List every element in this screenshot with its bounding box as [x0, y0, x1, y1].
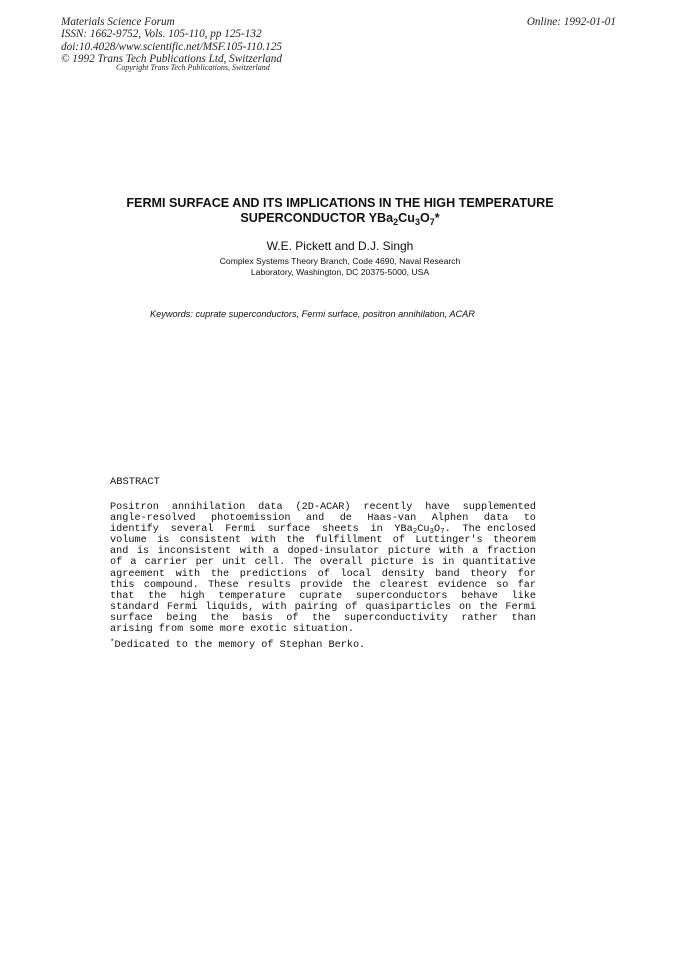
- abstract-word: theorem: [493, 535, 536, 547]
- abstract-word: with: [251, 535, 276, 547]
- abstract-word: exotic: [250, 624, 287, 636]
- abstract-line: [110, 502, 536, 513]
- abstract-word: temperature: [218, 590, 286, 602]
- abstract-line: [110, 546, 536, 557]
- online-date: Online: 1992-01-01: [526, 16, 616, 28]
- abstract-word: data: [483, 513, 509, 525]
- abstract-word: compound.: [143, 579, 199, 591]
- abstract-word: provide: [300, 579, 343, 591]
- abstract-word: of: [345, 601, 358, 613]
- copyright-line: © 1992 Trans Tech Publications Ltd, Switzerland: [61, 53, 282, 66]
- abstract-word: annihilation: [171, 502, 246, 513]
- abstract-word: basis: [242, 612, 273, 624]
- abstract-word: quantitative: [462, 557, 536, 569]
- abstract-word: high: [180, 590, 205, 602]
- abstract-word: (2D-ACAR): [295, 502, 351, 513]
- abstract-word: local: [340, 568, 372, 580]
- abstract-word: of: [317, 568, 330, 580]
- abstract-line: [110, 580, 536, 591]
- abstract-word: surface: [267, 524, 311, 536]
- abstract-word: behave: [461, 590, 498, 602]
- abstract-word: with: [175, 568, 201, 580]
- abstract-word: results: [247, 579, 291, 591]
- abstract-word: quasiparticles: [365, 601, 452, 613]
- journal-name: Materials Science Forum: [61, 16, 175, 28]
- abstract-word: of: [392, 535, 405, 547]
- abstract-word: the: [210, 612, 229, 624]
- title-line-2: SUPERCONDUCTOR $YBa_2Cu_3O_7*$: [240, 211, 440, 227]
- abstract-word: volume: [110, 535, 147, 547]
- abstract-word: fulfillment: [315, 535, 383, 547]
- abstract-word: doped-insulator: [287, 546, 380, 558]
- abstract-word: than: [511, 612, 536, 624]
- affiliation-line-2: Laboratory, Washington, DC 20375-5000, USA: [250, 267, 430, 277]
- dedication: [110, 640, 365, 651]
- abstract-word: liquids,: [205, 601, 255, 613]
- abstract-word: so: [496, 579, 509, 591]
- affiliation-line-1: Complex Systems Theory Branch, Code 4690, Naval Research: [219, 256, 461, 266]
- abstract-word: carrier: [144, 557, 188, 569]
- dedication-text: Dedicated to the memory of Stephan Berko.: [114, 640, 366, 651]
- abstract-word: These: [208, 579, 239, 591]
- abstract-line: [110, 557, 536, 568]
- abstract-word: unit: [222, 557, 247, 569]
- abstract-word: Positron: [110, 502, 159, 513]
- abstract-line: [110, 513, 536, 524]
- abstract-word: data: [258, 502, 283, 513]
- abstract-word: arising: [110, 624, 153, 636]
- abstract-word: fraction: [486, 546, 536, 558]
- abstract-word: Luttinger's: [415, 535, 483, 547]
- abstract-word: a: [272, 546, 279, 558]
- abstract-word: this: [110, 579, 135, 591]
- abstract-word: to: [523, 513, 536, 525]
- title-line-1: FERMI SURFACE AND ITS IMPLICATIONS IN THE HIGH TEMPERATURE: [126, 196, 554, 210]
- abstract-word: for: [517, 568, 536, 580]
- doi-line: doi:10.4028/www.scientific.net/MSF.105-110.125: [61, 40, 282, 53]
- abstract-line: [110, 524, 536, 535]
- abstract-word: of: [110, 557, 123, 569]
- abstract-word: de: [339, 513, 352, 525]
- abstract-line: [110, 624, 536, 635]
- abstract-word: and: [110, 546, 129, 558]
- abstract-word: is: [421, 557, 434, 569]
- abstract-word: the: [479, 601, 498, 613]
- abstract-word: the: [210, 568, 230, 580]
- abstract-word: Haas-van: [367, 513, 417, 525]
- abstract-line: [110, 535, 536, 546]
- abstract-word: superconductors: [355, 590, 448, 602]
- abstract-word: theory: [470, 568, 507, 580]
- abstract-word: like: [511, 590, 536, 602]
- abstract-word: the: [286, 535, 305, 547]
- abstract-word: have: [425, 502, 450, 513]
- abstract-word: photoemission: [211, 513, 291, 525]
- abstract-word: standard: [110, 601, 159, 613]
- abstract-word: predictions: [239, 568, 308, 580]
- abstract-word: the: [352, 579, 371, 591]
- abstract-word: cell.: [254, 557, 286, 569]
- abstract-line: [110, 602, 536, 613]
- abstract-word: band: [435, 568, 460, 580]
- paper-title: [90, 196, 590, 226]
- abstract-word: that: [110, 590, 135, 602]
- abstract-word: on: [458, 601, 472, 613]
- abstract-word: cuprate: [299, 590, 343, 602]
- abstract-word: superconductivity: [343, 612, 448, 624]
- abstract-word: with: [262, 601, 287, 613]
- abstract-word: in: [442, 557, 455, 569]
- abstract-word: agreement: [110, 568, 166, 580]
- abstract-word: situation.: [292, 624, 355, 636]
- abstract-word: Fermi: [505, 601, 536, 613]
- abstract-word: The enclosed: [462, 524, 536, 536]
- abstract-word: with: [439, 546, 464, 558]
- abstract-word: Alphen: [431, 513, 469, 525]
- abstract-word: Fermi: [225, 524, 256, 536]
- abstract-word: identify: [110, 524, 159, 536]
- abstract-word: inconsistent: [157, 546, 232, 558]
- affiliation: [90, 256, 590, 278]
- abstract-word: being: [166, 612, 197, 624]
- authors: W.E. Pickett and D.J. Singh: [266, 239, 414, 253]
- abstract-word: picture: [370, 557, 414, 569]
- abstract-word: the: [312, 612, 331, 624]
- abstract-heading: ABSTRACT: [110, 476, 160, 488]
- issn-line: ISSN: 1662-9752, Vols. 105-110, pp 125-132: [61, 28, 262, 41]
- abstract-line: [110, 613, 536, 624]
- abstract-line: [110, 569, 536, 580]
- abstract-word: with: [239, 546, 265, 558]
- abstract-word: far: [517, 579, 536, 591]
- abstract-word: The: [293, 557, 312, 569]
- keywords: Keywords: cuprate superconductors, Fermi surface, positron annihilation, ACAR: [150, 309, 475, 319]
- abstract-word: clearest: [379, 579, 429, 591]
- abstract-word: picture: [387, 546, 431, 558]
- copyright-stamp: Copyright Trans Tech Publications, Switzerland: [116, 63, 270, 72]
- abstract-word: recently: [363, 502, 413, 513]
- abstract-word: rather: [461, 612, 498, 624]
- abstract-word: several: [170, 524, 214, 536]
- abstract-word: is: [136, 546, 150, 558]
- abstract-line: [110, 591, 536, 602]
- dedication-mark: *: [110, 639, 115, 647]
- abstract-word: supplemented: [462, 502, 536, 513]
- abstract-word: the: [148, 590, 167, 602]
- abstract-word: Fermi: [166, 601, 198, 613]
- abstract-word: a: [130, 557, 137, 569]
- abstract-word: in: [370, 524, 383, 536]
- journal-header: [61, 16, 282, 66]
- abstract-word: sheets: [322, 524, 359, 536]
- abstract-word: surface: [110, 612, 153, 624]
- abstract-word: from: [158, 624, 184, 636]
- abstract-word: a: [472, 546, 479, 558]
- abstract-word: is: [157, 535, 170, 547]
- abstract-word: per: [195, 557, 214, 569]
- abstract-word: angle-resolved: [110, 513, 196, 525]
- abstract-word: and: [305, 513, 325, 525]
- abstract-word: evidence: [437, 579, 487, 591]
- abstract-word: consistent: [179, 535, 241, 547]
- abstract-word: pairing: [294, 601, 338, 613]
- abstract-word: overall: [319, 557, 363, 569]
- abstract-body: [110, 502, 536, 635]
- abstract-word: of: [286, 612, 299, 624]
- abstract-word: some: [189, 624, 214, 636]
- formula-ybco: $YBa_2Cu_3O_7$.: [394, 524, 451, 537]
- abstract-word: density: [381, 568, 425, 580]
- abstract-word: more: [219, 624, 245, 636]
